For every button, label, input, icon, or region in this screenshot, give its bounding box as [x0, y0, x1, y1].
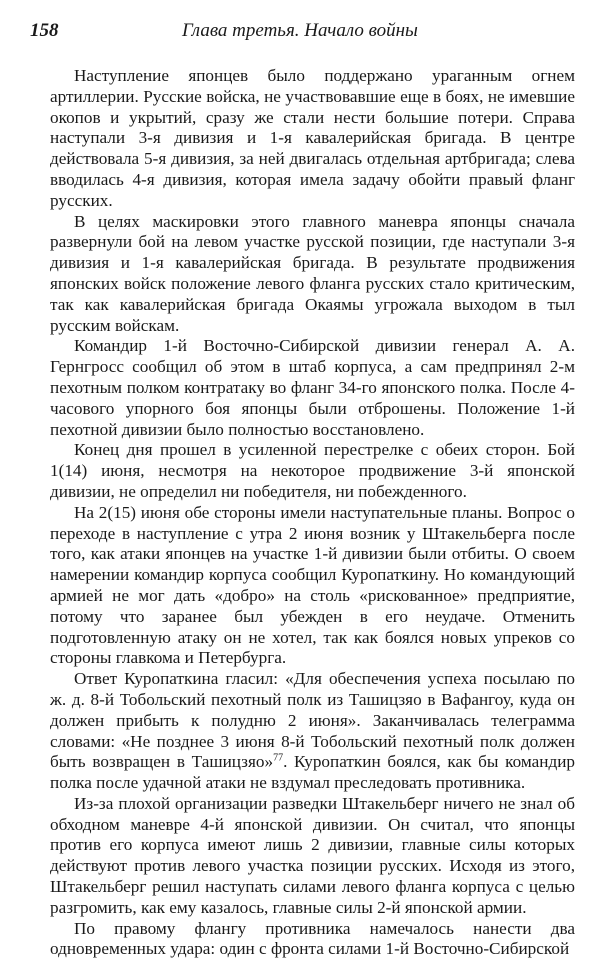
paragraph-7: [50, 794, 575, 919]
footnote-reference: 77: [273, 752, 284, 764]
running-title: Глава третья. Начало войны: [182, 20, 418, 41]
paragraph-5: [50, 503, 575, 669]
paragraph-text: По правому флангу противника намечалось нанести два одновременных удара: один с фронта силами 1-й Восточно-Сибирской: [50, 918, 575, 959]
paragraph-6: [50, 669, 575, 794]
paragraph-4: [50, 440, 575, 502]
paragraph-text: Командир 1-й Восточно-Сибирской дивизии генерал А. А. Гернгросс сообщил об этом в штаб корпуса, а сам предпринял 2-м пехотным полком контратаку во фланг 34-го японского полка. После 4-часового упорного боя японцы были отброшены. Положение 1-й пехотной дивизии было полностью восстановлено.: [50, 336, 575, 439]
page-header: [30, 20, 575, 50]
paragraph-text: В целях маскировки этого главного маневра японцы сначала развернули бой на левом участке русской позиции, где наступали 3-я дивизия и 1-я кавалерийская бригада. В результате продвижения японских войск положение левого фланга русских стало критическим, так как кавалерийская бригада Окаямы угрожала выходом в тыл русским войскам.: [50, 211, 575, 335]
paragraph-text-continued: . Куропаткин боялся, как бы командир полка после удачной атаки не вздумал преследовать противника.: [50, 752, 575, 793]
page-number: 158: [30, 20, 59, 41]
paragraph-3: [50, 336, 575, 440]
paragraph-text: На 2(15) июня обе стороны имели наступательные планы. Вопрос о переходе в наступление с утра 2 июня возник у Штакельберга после того, как атаки японцев на участке 1-й дивизии были отбиты. О своем намерении командир корпуса сообщил Куропаткину. Но командующий армией не мог дать «добро» на столь «рискованное» предприятие, потому что заранее был убежден в его неудаче. Отменить подготовленную атаку он не хотел, так как боялся новых упреков со стороны главкома и Петербурга.: [50, 502, 575, 668]
paragraph-text: Конец дня прошел в усиленной перестрелке с обеих сторон. Бой 1(14) июня, несмотря на некоторое продвижение 3-й японской дивизии, не определил ни победителя, ни побежденного.: [50, 440, 575, 501]
paragraph-text: Из-за плохой организации разведки Штакельберг ничего не знал об обходном маневре 4-й японской дивизии. Он считал, что японцы против его корпуса имеют лишь 2 дивизии, главные силы которых действуют против левого участка позиции русских. Исходя из этого, Штакельберг решил наступать силами левого фланга корпуса с целью разгромить, как ему казалось, главные силы 2-й японской армии.: [50, 793, 575, 917]
paragraph-8: [50, 919, 575, 961]
paragraph-text: Ответ Куропаткина гласил: «Для обеспечения успеха посылаю по ж. д. 8-й Тобольский пехотный полк из Ташицзяо в Вафангоу, куда он должен прибыть к полудню 2 июня». Заканчивалась телеграмма словами: «Не позднее 3 июня 8-й Тобольский пехотный полк должен быть возвращен в Ташицзяо»: [50, 669, 575, 772]
paragraph-1: [50, 66, 575, 212]
body-text: [50, 66, 575, 960]
paragraph-2: [50, 212, 575, 337]
paragraph-text: Наступление японцев было поддержано ураганным огнем артиллерии. Русские войска, не участвовавшие еще в боях, не имевшие окопов и укрытий, сразу же стали нести большие потери. Справа наступали 3-я дивизия и 1-я кавалерийская бригада. В центре действовала 5-я дивизия, за ней двигалась отдельная артбригада; слева вводилась 4-я дивизия, которая имела задачу обойти правый фланг русских.: [50, 66, 575, 210]
